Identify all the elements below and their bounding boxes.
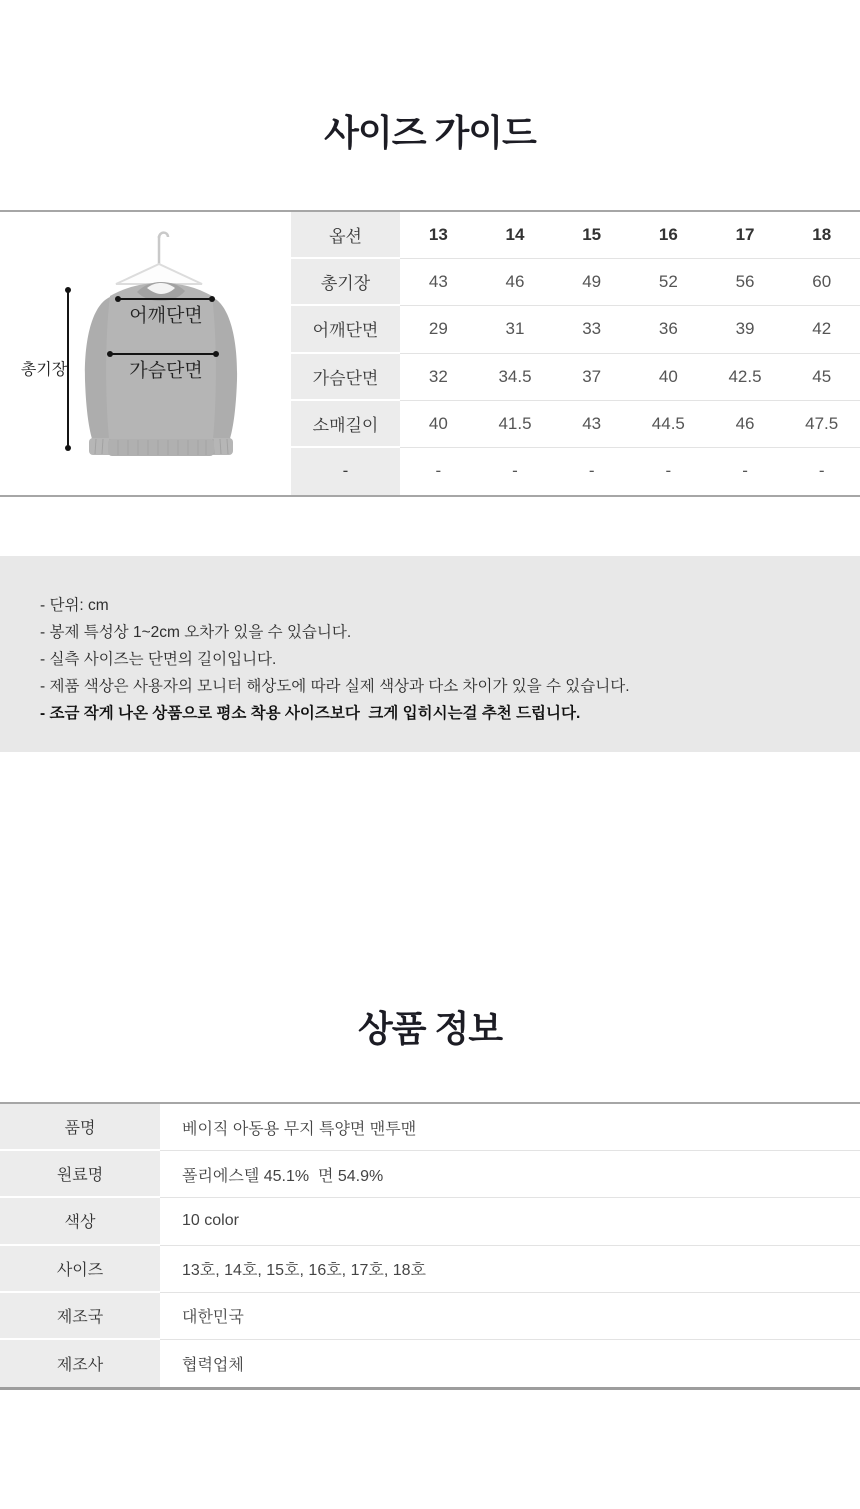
hanger-icon xyxy=(116,233,202,284)
table-row-empty xyxy=(291,448,860,495)
cell-value: 36 xyxy=(630,306,707,353)
note-unit: - 단위: cm xyxy=(40,597,109,614)
cell-value: 45 xyxy=(783,354,860,401)
table-row-total-length xyxy=(291,259,860,306)
note-size-recommendation: - 조금 작게 나온 상품으로 평소 착용 사이즈보다 크게 입히시는걸 추천 드립니다. xyxy=(40,705,581,722)
row-label: 가슴단면 xyxy=(291,354,400,401)
table-row-chest xyxy=(291,354,860,401)
info-value: 폴리에스텔 45.1% 면 54.9% xyxy=(160,1151,860,1198)
cell-value: 47.5 xyxy=(783,401,860,448)
cell-value: 49 xyxy=(553,259,630,306)
row-label: - xyxy=(291,448,400,495)
info-label: 제조사 xyxy=(0,1340,160,1387)
size-col-17: 17 xyxy=(707,212,784,259)
cell-value: 56 xyxy=(707,259,784,306)
cell-value: 40 xyxy=(630,354,707,401)
product-info-title: 상품 정보 xyxy=(357,1008,503,1049)
row-label: 어깨단면 xyxy=(291,306,400,353)
cell-value: - xyxy=(435,461,442,481)
cell-value: 43 xyxy=(553,401,630,448)
info-value: 대한민국 xyxy=(160,1293,860,1340)
size-guide-title: 사이즈 가이드 xyxy=(324,112,536,153)
info-row-manufacturer xyxy=(0,1340,860,1387)
cell-value: - xyxy=(742,461,748,481)
info-label: 색상 xyxy=(0,1198,160,1245)
cell-value: - xyxy=(665,461,672,481)
info-row-color xyxy=(0,1198,860,1245)
size-guide-section xyxy=(0,210,860,497)
info-row-country xyxy=(0,1293,860,1340)
cell-value: 42 xyxy=(783,306,860,353)
cell-value: 43 xyxy=(400,259,477,306)
cell-value: - xyxy=(512,461,518,481)
size-table-header-row xyxy=(291,212,860,259)
note-tolerance: - 봉제 특성상 1~2cm 오차가 있을 수 있습니다. xyxy=(40,624,352,641)
size-col-15: 15 xyxy=(553,212,630,259)
cell-value: 44.5 xyxy=(630,401,707,448)
size-col-16: 16 xyxy=(630,212,707,259)
cell-value: 37 xyxy=(553,354,630,401)
cell-value: 31 xyxy=(477,306,554,353)
total-length-label: 총기장 xyxy=(20,361,68,379)
table-row-sleeve xyxy=(291,401,860,448)
cell-value: - xyxy=(588,461,595,481)
size-col-13: 13 xyxy=(400,212,477,259)
cell-value: 42.5 xyxy=(707,354,784,401)
size-table-header-option: 옵션 xyxy=(291,212,400,259)
chest-width-label: 가슴단면 xyxy=(129,360,203,382)
shoulder-width-label: 어깨단면 xyxy=(129,305,203,327)
cell-value: 41.5 xyxy=(477,401,554,448)
table-row-shoulder xyxy=(291,306,860,353)
info-row-product-name xyxy=(0,1104,860,1151)
product-info-table xyxy=(0,1102,860,1390)
info-value: 협력업체 xyxy=(182,1356,244,1374)
info-value: 10 color xyxy=(160,1198,860,1245)
info-label: 사이즈 xyxy=(0,1246,160,1293)
product-measurement-diagram xyxy=(0,212,291,495)
size-notes-box xyxy=(0,556,860,752)
info-value: 13호, 14호, 15호, 16호, 17호, 18호 xyxy=(160,1246,860,1293)
info-value: 베이직 아동용 무지 특양면 맨투맨 xyxy=(160,1104,860,1151)
row-label: 총기장 xyxy=(291,259,400,306)
cell-value: 40 xyxy=(400,401,477,448)
cell-value: 52 xyxy=(630,259,707,306)
cell-value: 46 xyxy=(707,401,784,448)
cell-value: 46 xyxy=(477,259,554,306)
cell-value: 29 xyxy=(400,306,477,353)
info-label: 품명 xyxy=(0,1104,160,1151)
size-table xyxy=(291,212,860,495)
info-row-size xyxy=(0,1246,860,1293)
size-col-14: 14 xyxy=(477,212,554,259)
note-flat-measure: - 실측 사이즈는 단면의 길이입니다. xyxy=(40,651,277,668)
info-label: 제조국 xyxy=(0,1293,160,1340)
note-color-difference: - 제품 색상은 사용자의 모니터 해상도에 따라 실제 색상과 다소 차이가 있을 수 있습니다. xyxy=(40,678,630,695)
cell-value: 60 xyxy=(783,259,860,306)
size-col-18: 18 xyxy=(783,212,860,259)
cell-value: - xyxy=(818,461,825,481)
info-label: 원료명 xyxy=(0,1151,160,1198)
cell-value: 33 xyxy=(553,306,630,353)
cell-value: 34.5 xyxy=(477,354,554,401)
info-row-material xyxy=(0,1151,860,1198)
sweatshirt-image xyxy=(0,212,291,495)
cell-value: 39 xyxy=(707,306,784,353)
cell-value: 32 xyxy=(400,354,477,401)
row-label: 소매길이 xyxy=(291,401,400,448)
